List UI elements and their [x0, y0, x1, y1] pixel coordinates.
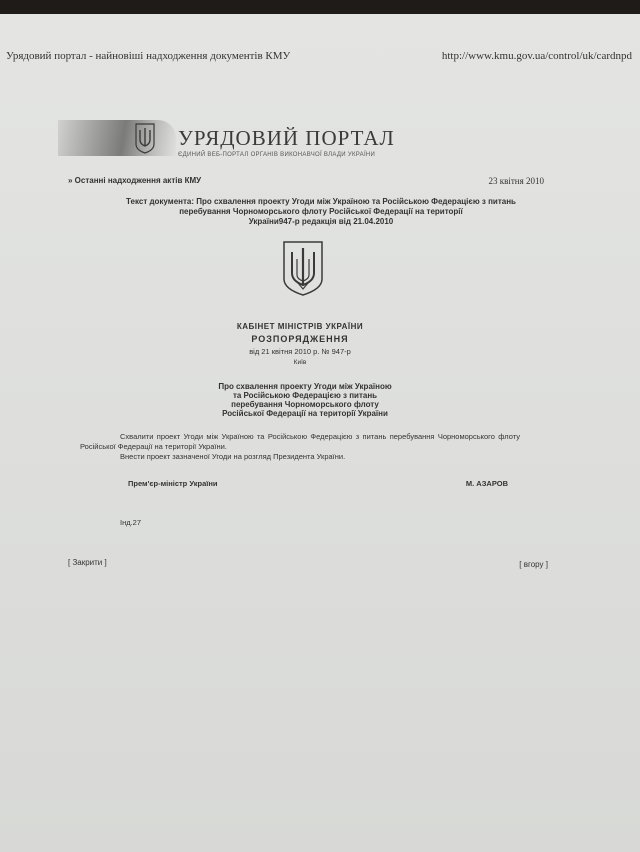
body-paragraph-1: Схвалити проект Угоди між Україною та Російською Федерацією з питань перебування Чорноморського флоту Російської Федерації на території України. [80, 432, 520, 451]
subject-line4: Російської Федерації на території України [222, 409, 388, 418]
subject-line3: перебування Чорноморського флоту [231, 400, 379, 409]
signatory-name: М. АЗАРОВ [465, 479, 508, 488]
portal-subtitle: ЄДИНИЙ ВЕБ-ПОРТАЛ ОРГАНІВ ВИКОНАВЧОЇ ВЛАДИ УКРАЇНИ [178, 152, 376, 158]
cabinet-name: КАБІНЕТ МІНІСТРІВ УКРАЇНИ [236, 322, 364, 331]
signature-row [128, 479, 508, 491]
print-header-title: Урядовий портал - найновіші надходження документів КМУ [6, 50, 291, 62]
doc-text-line3: України947-р редакція від 21.04.2010 [248, 217, 394, 226]
close-link[interactable]: [ Закрити ] [68, 558, 107, 567]
latest-acts-label[interactable]: » Останні надходження актів КМУ [68, 176, 202, 185]
print-header [6, 50, 632, 66]
document-text-heading [76, 197, 566, 227]
decree-city: Київ [293, 359, 307, 366]
portal-title: УРЯДОВИЙ ПОРТАЛ [178, 126, 395, 150]
latest-acts-row [68, 176, 544, 188]
photo-background [0, 0, 640, 14]
print-header-url[interactable]: http://www.kmu.gov.ua/control/uk/cardnpd [441, 50, 632, 62]
subject-line1: Про схвалення проекту Угоди між Україною [218, 382, 392, 391]
subject-line2: та Російською Федерацією з питань [232, 391, 378, 400]
decree-subject [190, 382, 420, 418]
doc-text-line2: перебування Чорноморського флоту Російської Федерації на території [179, 207, 463, 216]
index-number: Інд.27 [120, 518, 142, 527]
trident-icon [134, 122, 156, 154]
portal-banner[interactable] [58, 112, 538, 164]
body-paragraph-2: Внести проект зазначеної Угоди на розгляд Президента України. [120, 452, 346, 461]
printed-page [0, 14, 640, 852]
flag-graphic [58, 120, 176, 156]
back-to-top-link[interactable]: [ вгору ] [519, 560, 548, 569]
coat-of-arms-icon [281, 239, 325, 297]
latest-acts-date: 23 квітня 2010 [488, 176, 544, 186]
decree-date: від 21 квітня 2010 р. № 947-р [249, 347, 351, 356]
doc-text-line1: Текст документа: Про схвалення проекту Угоди між Україною та Російською Федерацією з питань [126, 197, 516, 206]
signatory-position: Прем'єр-міністр України [128, 479, 218, 488]
decree-body [80, 432, 520, 462]
decree-type: РОЗПОРЯДЖЕННЯ [251, 334, 349, 344]
